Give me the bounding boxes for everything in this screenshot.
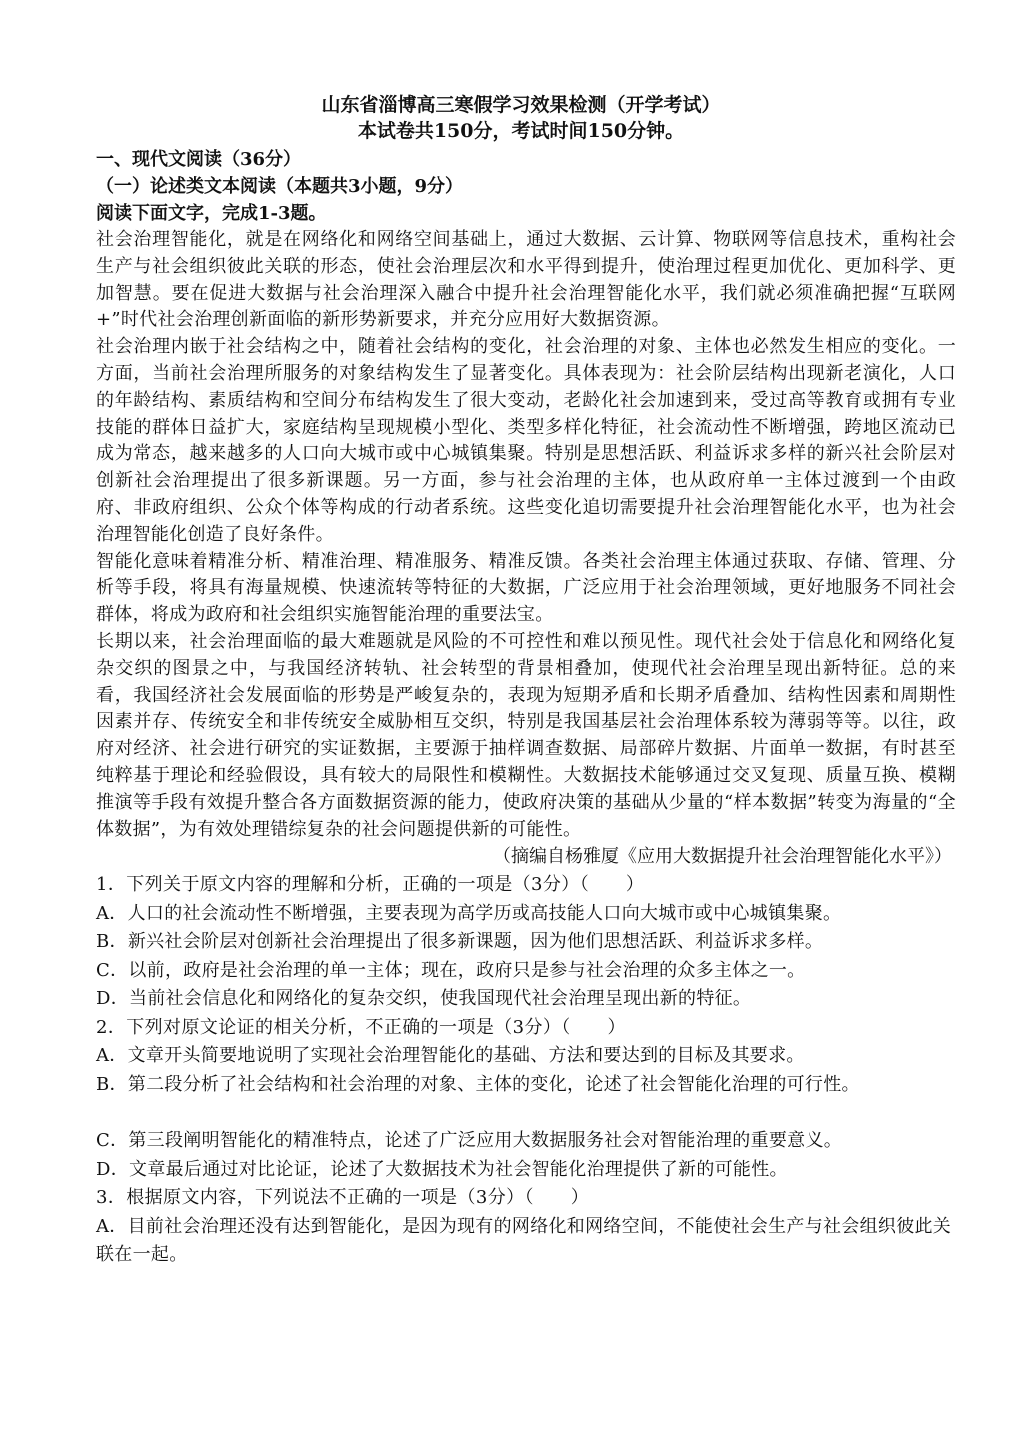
question-1	[96, 871, 956, 1014]
exam-title: 山东省淄博高三寒假学习效果检测（开学考试）	[321, 94, 721, 116]
exam-subtitle: 本试卷共150分，考试时间150分钟。	[357, 120, 685, 142]
question-stem: 2．下列对原文论证的相关分析，不正确的一项是（3分）（ ）	[96, 1016, 626, 1038]
reading-passage	[96, 227, 956, 843]
blank-gap	[96, 1099, 956, 1127]
option-a: A．目前社会治理还没有达到智能化，是因为现有的网络化和网络空间，不能使社会生产与社会组织彼此关联在一起。	[96, 1215, 952, 1266]
passage-paragraph-3: 智能化意味着精准分析、精准治理、精准服务、精准反馈。各类社会治理主体通过获取、存储、管理、分析等手段，将具有海量规模、快速流转等特征的大数据，广泛应用于社会治理领域，更好地服务不同社会群体，将成为政府和社会组织实施智能治理的重要法宝。	[96, 550, 956, 626]
passage-paragraph-1: 社会治理智能化，就是在网络化和网络空间基础上，通过大数据、云计算、物联网等信息技术，重构社会生产与社会组织彼此关联的形态，使社会治理层次和水平得到提升，使治理过程更加优化、更加科学、更加智慧。要在促进大数据与社会治理深入融合中提升社会治理智能化水平，我们就必须准确把握“互联网+”时代社会治理创新面临的新形势新要求，并充分应用好大数据资源。	[96, 229, 956, 331]
exam-content	[96, 92, 956, 1270]
option-d: D．文章最后通过对比论证，论述了大数据技术为社会智能化治理提供了新的可能性。	[96, 1158, 788, 1180]
option-b: B．新兴社会阶层对创新社会治理提出了很多新课题，因为他们思想活跃、利益诉求多样。	[96, 931, 824, 953]
question-stem: 1．下列关于原文内容的理解和分析，正确的一项是（3分）（ ）	[96, 874, 645, 896]
question-3	[96, 1184, 956, 1270]
option-c: C．以前，政府是社会治理的单一主体；现在，政府只是参与社会治理的众多主体之一。	[96, 959, 806, 981]
question-stem: 3．根据原文内容，下列说法不正确的一项是（3分）（ ）	[96, 1187, 590, 1209]
option-b: B．第二段分析了社会结构和社会治理的对象、主体的变化，论述了社会智能化治理的可行性。	[96, 1073, 860, 1095]
reading-instruction: 阅读下面文字，完成1-3题。	[96, 203, 327, 224]
section-heading: 一、现代文阅读（36分）	[96, 149, 302, 170]
passage-paragraph-4: 长期以来，社会治理面临的最大难题就是风险的不可控性和难以预见性。现代社会处于信息化和网络化复杂交织的图景之中，与我国经济转轨、社会转型的背景相叠加，使现代社会治理呈现出新特征。总的来看，我国经济社会发展面临的形势是严峻复杂的，表现为短期矛盾和长期矛盾叠加、结构性因素和周期性因素并存、传统安全和非传统安全威胁相互交织，特别是我国基层社会治理体系较为薄弱等等。以往，政府对经济、社会进行研究的实证数据，主要源于抽样调查数据、局部碎片数据、片面单一数据，有时甚至纯粹基于理论和经验假设，具有较大的局限性和模糊性。大数据技术能够通过交叉复现、质量互换、模糊推演等手段有效提升整合各方面数据资源的能力，使政府决策的基础从少量的“样本数据”转变为海量的“全体数据”，为有效处理错综复杂的社会问题提供新的可能性。	[96, 630, 956, 840]
option-c: C．第三段阐明智能化的精准特点，论述了广泛应用大数据服务社会对智能治理的重要意义。	[96, 1130, 843, 1152]
option-d: D．当前社会信息化和网络化的复杂交织，使我国现代社会治理呈现出新的特征。	[96, 988, 752, 1010]
passage-paragraph-2: 社会治理内嵌于社会结构之中，随着社会结构的变化，社会治理的对象、主体也必然发生相应的变化。一方面，当前社会治理所服务的对象结构发生了显著变化。具体表现为：社会阶层结构出现新老演化，人口的年龄结构、素质结构和空间分布结构发生了很大变动，老龄化社会加速到来，受过高等教育或拥有专业技能的群体日益扩大，家庭结构呈现规模小型化、类型多样化特征，社会流动性不断增强，跨地区流动已成为常态，越来越多的人口向大城市或中心城镇集聚。特别是思想活跃、利益诉求多样的新兴社会阶层对创新社会治理提出了很多新课题。另一方面，参与社会治理的主体，也从政府单一主体过渡到一个由政府、非政府组织、公众个体等构成的行动者系统。这些变化追切需要提升社会治理智能化水平，也为社会治理智能化创造了良好条件。	[96, 336, 956, 545]
option-a: A．人口的社会流动性不断增强，主要表现为高学历或高技能人口向大城市或中心城镇集聚。	[96, 902, 842, 924]
passage-source: （摘编自杨雅厦《应用大数据提升社会治理智能化水平》）	[493, 846, 952, 868]
question-2	[96, 1014, 956, 1185]
option-a: A．文章开头简要地说明了实现社会治理智能化的基础、方法和要达到的目标及其要求。	[96, 1045, 805, 1067]
subsection-heading: （一）论述类文本阅读（本题共3小题，9分）	[96, 176, 464, 197]
